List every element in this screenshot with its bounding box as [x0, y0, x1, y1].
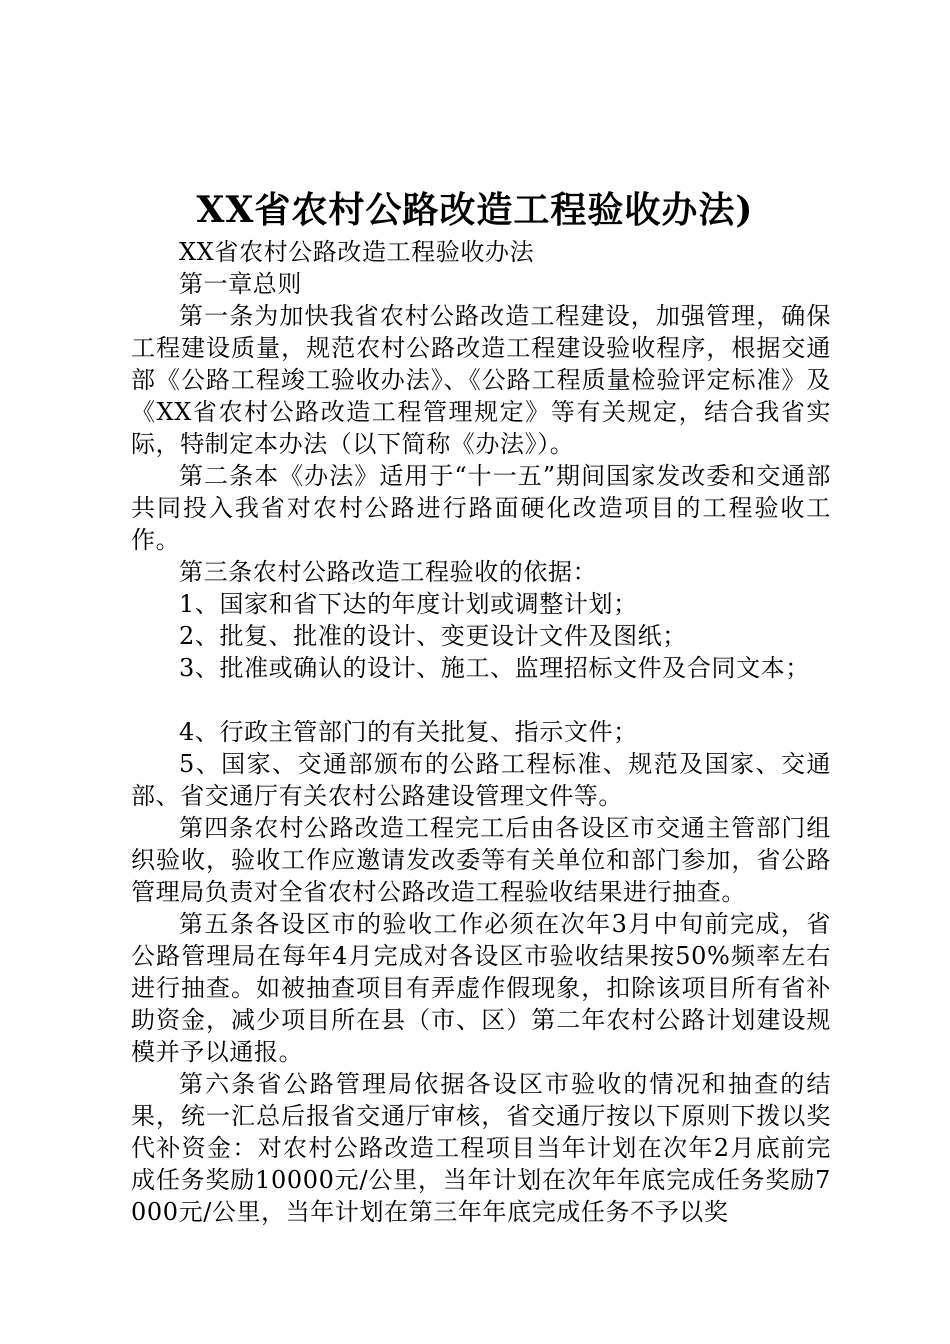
paragraph-article-1: 第一条为加快我省农村公路改造工程建设，加强管理，确保工程建设质量，规范农村公路改造工程建设验收程序，根据交通部《公路工程竣工验收办法》、《公路工程质量检验评定标准》及《XX省农村公路改造工程管理规定》等有关规定，结合我省实际，特制定本办法（以下简称《办法》）。	[131, 302, 831, 458]
document-body	[131, 236, 831, 1228]
list-item-basis-5: 5、国家、交通部颁布的公路工程标准、规范及国家、交通部、省交通厅有关农村公路建设管理文件等。	[131, 750, 831, 810]
paragraph-article-4: 第四条农村公路改造工程完工后由各设区市交通主管部门组织验收，验收工作应邀请发改委等有关单位和部门参加，省公路管理局负责对全省农村公路改造工程验收结果进行抽查。	[131, 814, 831, 906]
list-item-basis-1: 1、国家和省下达的年度计划或调整计划；	[179, 590, 638, 618]
document-title: XX省农村公路改造工程验收办法)	[196, 189, 754, 231]
paragraph-chapter-heading: 第一章总则	[179, 270, 302, 298]
list-item-basis-3: 3、批准或确认的设计、施工、监理招标文件及合同文本；	[179, 654, 810, 682]
paragraph-subtitle: XX省农村公路改造工程验收办法	[179, 238, 535, 266]
paragraph-article-5: 第五条各设区市的验收工作必须在次年3月中旬前完成，省公路管理局在每年4月完成对各设区市验收结果按50%频率左右进行抽查。如被抽查项目有弄虚作假现象，扣除该项目所有省补助资金，减少项目所在县（市、区）第二年农村公路计划建设规模并予以通报。	[131, 910, 831, 1066]
paragraph-article-6: 第六条省公路管理局依据各设区市验收的情况和抽查的结果，统一汇总后报省交通厅审核，省交通厅按以下原则下拨以奖代补资金：对农村公路改造工程项目当年计划在次年2月底前完成任务奖励10000元/公里，当年计划在次年年底完成任务奖励7000元/公里，当年计划在第三年年底完成任务不予以奖	[131, 1070, 831, 1226]
list-item-basis-4: 4、行政主管部门的有关批复、指示文件；	[179, 718, 638, 746]
list-item-basis-2: 2、批复、批准的设计、变更设计文件及图纸；	[179, 622, 687, 650]
paragraph-article-3: 第三条农村公路改造工程验收的依据：	[179, 558, 598, 586]
paragraph-article-2: 第二条本《办法》适用于“十一五”期间国家发改委和交通部共同投入我省对农村公路进行路面硬化改造项目的工程验收工作。	[131, 462, 831, 554]
